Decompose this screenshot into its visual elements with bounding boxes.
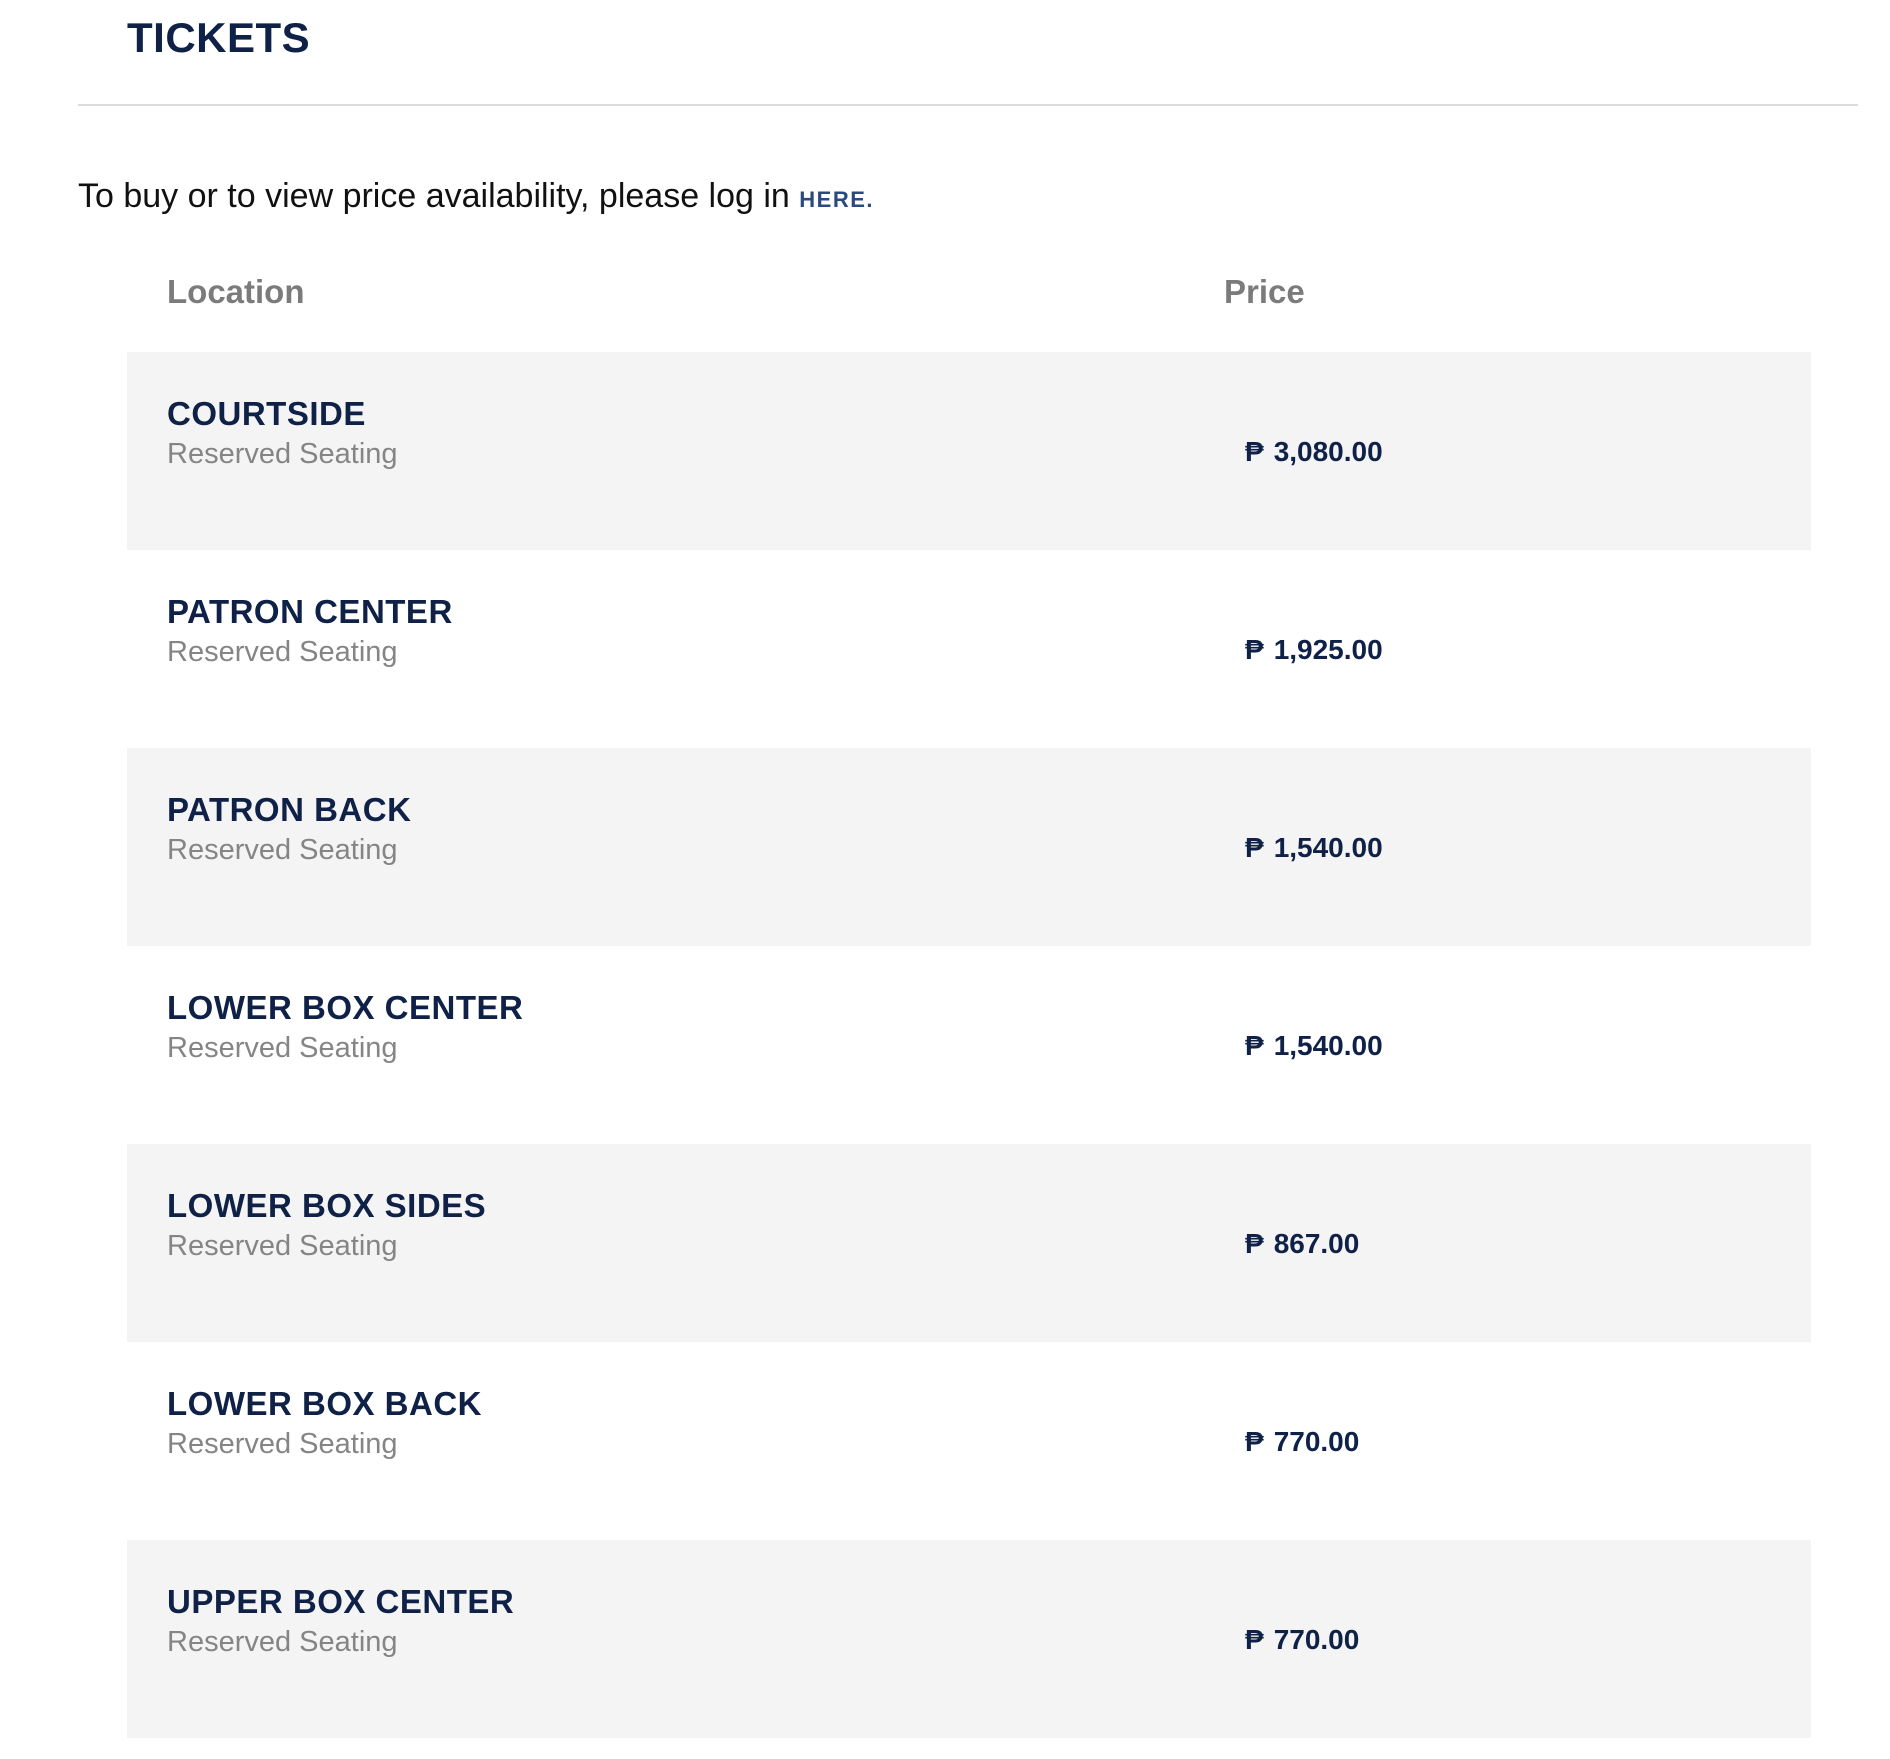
price-value: 770.00 bbox=[1273, 1426, 1360, 1457]
location-name: PATRON BACK bbox=[167, 791, 412, 828]
ticket-price bbox=[1245, 630, 1383, 670]
ticket-price bbox=[1245, 1224, 1359, 1264]
price-value: 1,540.00 bbox=[1273, 1030, 1383, 1061]
location-name: COURTSIDE bbox=[167, 395, 366, 432]
ticket-price bbox=[1245, 1026, 1383, 1066]
location-name: LOWER BOX CENTER bbox=[167, 989, 524, 1026]
location-name: UPPER BOX CENTER bbox=[167, 1583, 515, 1620]
seating-type: Reserved Seating bbox=[167, 1230, 398, 1262]
location-name: LOWER BOX SIDES bbox=[167, 1187, 487, 1224]
peso-sign: ₱ bbox=[1245, 832, 1264, 863]
table-row bbox=[127, 352, 1811, 550]
title-divider bbox=[78, 104, 1858, 106]
peso-sign: ₱ bbox=[1245, 1426, 1264, 1457]
price-value: 1,540.00 bbox=[1273, 832, 1383, 863]
seating-type: Reserved Seating bbox=[167, 1032, 398, 1064]
table-row bbox=[127, 946, 1811, 1144]
price-value: 770.00 bbox=[1273, 1624, 1360, 1655]
login-note bbox=[78, 174, 874, 222]
login-link[interactable]: HERE. bbox=[799, 187, 875, 212]
column-header-price: Price bbox=[1224, 273, 1305, 310]
peso-sign: ₱ bbox=[1245, 634, 1264, 665]
table-row bbox=[127, 1342, 1811, 1540]
tickets-table bbox=[127, 264, 1811, 1738]
location-name: PATRON CENTER bbox=[167, 593, 453, 630]
table-header bbox=[127, 264, 1811, 352]
seating-type: Reserved Seating bbox=[167, 1626, 398, 1658]
peso-sign: ₱ bbox=[1245, 1624, 1264, 1655]
location-name: LOWER BOX BACK bbox=[167, 1385, 482, 1422]
table-row bbox=[127, 748, 1811, 946]
price-value: 3,080.00 bbox=[1273, 436, 1383, 467]
price-value: 1,925.00 bbox=[1273, 634, 1383, 665]
peso-sign: ₱ bbox=[1245, 436, 1264, 467]
seating-type: Reserved Seating bbox=[167, 834, 398, 866]
seating-type: Reserved Seating bbox=[167, 636, 398, 668]
price-value: 867.00 bbox=[1273, 1228, 1360, 1259]
section-title: TICKETS bbox=[127, 14, 311, 61]
table-row bbox=[127, 1540, 1811, 1738]
ticket-price bbox=[1245, 1620, 1359, 1660]
ticket-price bbox=[1245, 828, 1383, 868]
table-body bbox=[127, 352, 1811, 1738]
seating-type: Reserved Seating bbox=[167, 438, 398, 470]
seating-type: Reserved Seating bbox=[167, 1428, 398, 1460]
ticket-price bbox=[1245, 1422, 1359, 1462]
table-row bbox=[127, 550, 1811, 748]
peso-sign: ₱ bbox=[1245, 1228, 1264, 1259]
table-row bbox=[127, 1144, 1811, 1342]
ticket-price bbox=[1245, 432, 1383, 472]
column-header-location: Location bbox=[167, 273, 305, 310]
peso-sign: ₱ bbox=[1245, 1030, 1264, 1061]
login-note-text: To buy or to view price availability, please log in bbox=[78, 177, 790, 215]
